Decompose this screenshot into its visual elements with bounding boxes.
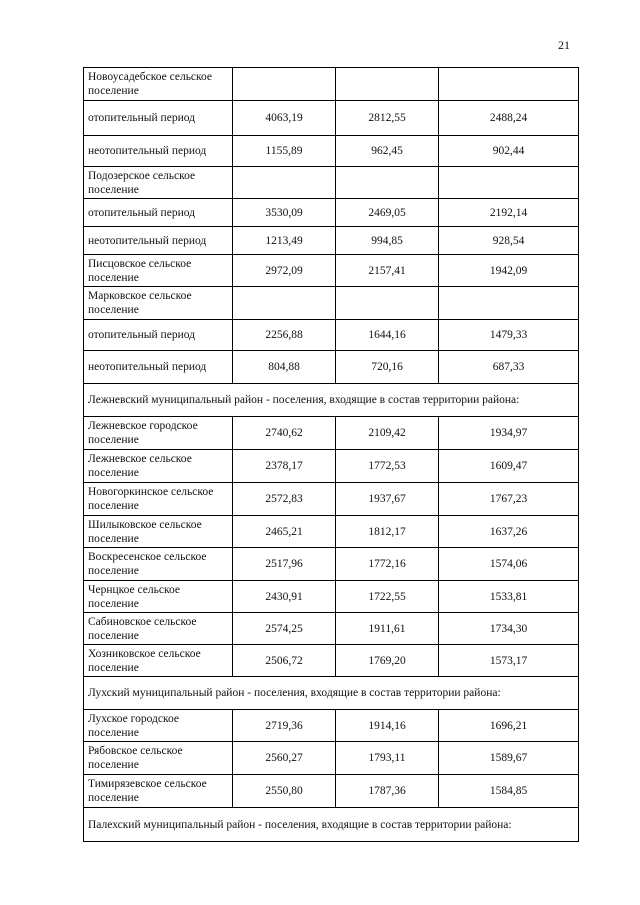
value-cell: 1589,67 [439, 742, 579, 775]
value-cell: 2972,09 [233, 255, 336, 287]
value-cell: 2550,80 [233, 775, 336, 808]
district-header: Лежневский муниципальный район - поселения, входящие в состав территории района: [84, 384, 579, 417]
table-row [84, 613, 579, 645]
value-cell: 2465,21 [233, 516, 336, 548]
value-cell: 2109,42 [336, 417, 439, 450]
value-cell [336, 287, 439, 320]
value-cell: 2378,17 [233, 450, 336, 483]
table-row [84, 227, 579, 255]
value-cell: 2572,83 [233, 483, 336, 516]
value-cell [336, 68, 439, 101]
settlement-name: неотопительный период [84, 351, 233, 384]
value-cell: 1767,23 [439, 483, 579, 516]
table-row [84, 199, 579, 227]
tariff-table [83, 67, 579, 842]
district-header-row [84, 808, 579, 842]
value-cell: 994,85 [336, 227, 439, 255]
settlement-name: Марковское сельское поселение [84, 287, 233, 320]
settlement-name: Хозниковское сельское поселение [84, 645, 233, 677]
settlement-name: Лежневское городское поселение [84, 417, 233, 450]
value-cell: 1734,30 [439, 613, 579, 645]
table-row [84, 710, 579, 742]
value-cell: 962,45 [336, 136, 439, 167]
value-cell: 1787,36 [336, 775, 439, 808]
table-row [84, 167, 579, 199]
settlement-name: отопительный период [84, 101, 233, 136]
value-cell: 1533,81 [439, 581, 579, 613]
settlement-name: Воскресенское сельское поселение [84, 548, 233, 581]
table-row [84, 775, 579, 808]
value-cell: 1812,17 [336, 516, 439, 548]
page-number: 21 [558, 38, 570, 52]
settlement-name: отопительный период [84, 320, 233, 351]
settlement-name: неотопительный период [84, 227, 233, 255]
value-cell: 1696,21 [439, 710, 579, 742]
value-cell [233, 68, 336, 101]
value-cell: 2740,62 [233, 417, 336, 450]
district-header: Палехский муниципальный район - поселения, входящие в состав территории района: [84, 808, 579, 842]
table-row [84, 136, 579, 167]
settlement-name: Тимирязевское сельское поселение [84, 775, 233, 808]
settlement-name: Рябовское сельское поселение [84, 742, 233, 775]
value-cell: 1213,49 [233, 227, 336, 255]
value-cell: 2157,41 [336, 255, 439, 287]
value-cell: 2430,91 [233, 581, 336, 613]
district-header-row [84, 384, 579, 417]
value-cell: 1769,20 [336, 645, 439, 677]
settlement-name: Лежневское сельское поселение [84, 450, 233, 483]
value-cell: 2488,24 [439, 101, 579, 136]
value-cell: 1772,53 [336, 450, 439, 483]
table-row [84, 255, 579, 287]
table-row [84, 742, 579, 775]
value-cell: 928,54 [439, 227, 579, 255]
table-row [84, 483, 579, 516]
settlement-name: Шилыковское сельское поселение [84, 516, 233, 548]
value-cell: 902,44 [439, 136, 579, 167]
settlement-name: Новогоркинское сельское поселение [84, 483, 233, 516]
table-row [84, 548, 579, 581]
value-cell: 1574,06 [439, 548, 579, 581]
value-cell: 2517,96 [233, 548, 336, 581]
settlement-name: Писцовское сельское поселение [84, 255, 233, 287]
settlement-name: Подозерское сельское поселение [84, 167, 233, 199]
value-cell: 2192,14 [439, 199, 579, 227]
table-row [84, 351, 579, 384]
value-cell: 687,33 [439, 351, 579, 384]
value-cell: 1942,09 [439, 255, 579, 287]
table-row [84, 68, 579, 101]
district-header: Лухский муниципальный район - поселения, входящие в состав территории района: [84, 677, 579, 710]
table-row [84, 101, 579, 136]
value-cell: 2256,88 [233, 320, 336, 351]
table-row [84, 516, 579, 548]
value-cell [439, 167, 579, 199]
settlement-name: неотопительный период [84, 136, 233, 167]
value-cell [336, 167, 439, 199]
value-cell: 1644,16 [336, 320, 439, 351]
settlement-name: Чернцкое сельское поселение [84, 581, 233, 613]
value-cell: 1793,11 [336, 742, 439, 775]
value-cell: 2812,55 [336, 101, 439, 136]
table-row [84, 417, 579, 450]
value-cell: 1573,17 [439, 645, 579, 677]
table-row [84, 450, 579, 483]
value-cell: 1772,16 [336, 548, 439, 581]
value-cell: 4063,19 [233, 101, 336, 136]
value-cell: 1479,33 [439, 320, 579, 351]
settlement-name: Лухское городское поселение [84, 710, 233, 742]
table-row [84, 645, 579, 677]
value-cell [439, 68, 579, 101]
value-cell: 2560,27 [233, 742, 336, 775]
value-cell: 1155,89 [233, 136, 336, 167]
value-cell [439, 287, 579, 320]
value-cell: 2469,05 [336, 199, 439, 227]
value-cell: 1609,47 [439, 450, 579, 483]
value-cell: 720,16 [336, 351, 439, 384]
value-cell: 1584,85 [439, 775, 579, 808]
settlement-name: отопительный период [84, 199, 233, 227]
settlement-name: Сабиновское сельское поселение [84, 613, 233, 645]
value-cell: 2574,25 [233, 613, 336, 645]
value-cell: 1937,67 [336, 483, 439, 516]
district-header-row [84, 677, 579, 710]
value-cell: 2506,72 [233, 645, 336, 677]
value-cell: 1934,97 [439, 417, 579, 450]
value-cell: 3530,09 [233, 199, 336, 227]
value-cell [233, 167, 336, 199]
table-row [84, 287, 579, 320]
value-cell: 1722,55 [336, 581, 439, 613]
value-cell: 1637,26 [439, 516, 579, 548]
settlement-name: Новоусадебское сельское поселение [84, 68, 233, 101]
value-cell: 2719,36 [233, 710, 336, 742]
table-row [84, 581, 579, 613]
value-cell: 1914,16 [336, 710, 439, 742]
value-cell: 804,88 [233, 351, 336, 384]
value-cell [233, 287, 336, 320]
table-row [84, 320, 579, 351]
value-cell: 1911,61 [336, 613, 439, 645]
